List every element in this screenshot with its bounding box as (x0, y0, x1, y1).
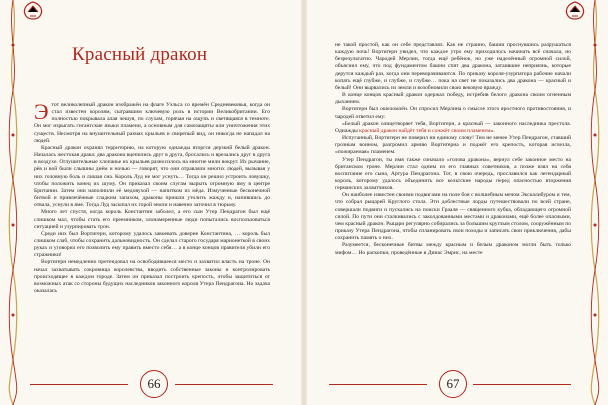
vine-border-decoration (588, 0, 602, 405)
dragon-emblem-icon (560, 0, 590, 26)
paragraph: Вортигерн был ошеломлён. Он спросил Мерлина о смысле этого яростного противостояния, и чародей ответил ему: (335, 106, 571, 120)
paragraph: Много лет спустя, когда король Константин заболел, а его сын Утер Пендрагон был ещё слишком мал, чтобы стать его преемником, злонамеренные люди попытались воспользоваться ситуацией и узурпировать трон. (34, 209, 270, 230)
chapter-title: Красный дракон (72, 44, 208, 65)
paragraph: Этот великолепный дракон изображён на флаге Уэльса со времён Средневековья, когда он стал известен королям, сыгравшим ключевую роль в истории Великобритании. Его полностью покрывала алая чешуя, по слухам, горячая на ощупь и светящаяся в темноте. Он мог изрыгать гигантские языки пламени, а основным для самозащиты или уничтожения этих существ. Несмотря на внушительный размах крыльев и свирепый вид, он никогда не нападал на людей. (34, 99, 270, 144)
footer-rule-right (175, 384, 273, 385)
right-page (307, 0, 608, 405)
paragraph: «Белый дракон олицетворяет тебя, Вортигерн, а красный — законного наследника престола. Однажды красный дракон найдёт тебя и сожжёт своим пламенем». (335, 120, 571, 134)
footer-rule-left (30, 384, 128, 385)
paragraph: Вортигерн немедленно претендовал на освободившееся место и захватил власть на троне. Он начал захватывать сокровища королевства, вводить собственные законы и контролировать происходящее в каждом городе. Затем он приказал построить крепость, чтобы защититься от возможных атак со стороны будущих наследников законного короля Утера Пендрагона. Но задача оказалась (34, 259, 270, 295)
page-number: 67 (439, 370, 467, 398)
left-vine-border (6, 0, 20, 405)
paragraph: Среди них был Вортигерн, которому удалось завоевать доверие Константина, … король был слишком слаб, чтобы сохранить дальновидность. Он сделал старого государя марионеткой в своих руках и уговорил его позволить ему править вместо себя… а в конце концов правителя убили его стражники! (34, 230, 270, 259)
highlighted-phrase: красный дракон найдёт тебя и сожжёт своим пламенем (359, 127, 491, 134)
paragraph: Испуганный, Вортигерн не поверил ни единому слову! Тем не менее Утер Пендрагон, ставший грозным воином, разгромил армию Вортигерна и поджёг его крепость, которая исчезла, «пожираемая» пламенем. (335, 135, 571, 156)
paragraph: Он наиболее известен своими подвигами на поле боя с волшебным мечом Экскалибуром и тем, что собрал рыцарей Круглого стола. Эти доблестные лорды путешествовали по всей стране, совершали подвиги и пускались на поиски Грааля — священного кубка, обладающего огромной силой. По пути они сталкивались с заколдованными местами и драконами, ещё более опасными, чем красный дракон. Рыцари регулярно собирались за большим круглым столом, сооружённым по приказу Утера Пендрагона, чтобы спланировать свои походы и записать свои приключения, дабы сохранить память о них. (335, 192, 571, 242)
paragraph: Утер Пендрагон, ты имя также означало «голова дракона», вернул себе законное место на британском троне. Мерлин стал одним из его главных советников, а позже взял на себя воспитание его сына, Артура Пендрагона. Тот, в свою очередь, прославился как легендарный король, которому удалось объединить все кельтские народы перед опасностью вторжения германских захватчиков. (335, 156, 571, 192)
paragraph: не такой простой, как он себе представлял. Как не странно, башни проснувшись разрушаться каждую ночь! Вортигерн увидел, что каждое утро ему приходилось начинать всё сначала, но безрезультатно. Чародей Мерлин, тогда ещё ребёнок, но уже наделённый огромной силой, объяснил ему, что под фундаментом башни спят два дракона, затаившие неприязнь, которые дерутся каждый раз, когда они переворачиваются. По приказу короля-узурпатора рабочие начали копать ещё глубже, и глубже, и глубже… пока на свет не показались два дракона — красный и белый! Они вырвались из земли и возобновили свою вековую вражду. (335, 42, 571, 91)
left-body-text (34, 99, 270, 295)
paragraph: В конце концов красный дракон одержал победу, истребив белого дракона своим огненным дыханием. (335, 92, 571, 106)
paragraph: Красный дракон охранял территорию, на которую однажды вторгся дерзкий белый дракон. Началась жестокая драка: два дракона вцепились друг в друга, бросались и врезались друг в друга в воздухе. Оглушительные хлопанье их крыльев разносилось на многие мили вокруг. Их рычание, рёв и вой были слышны днём и ночью — говорят, что они отравляли многих людей, вызывая у них головную боль и лишая сна. Король Луд не мог уснуть… Тогда он решил устроить ловушку, чтобы положить конец их шуму. Он приказал своим слугам вырыть огромную яму в центре Британии. Затем они наполнили её медовухой — напитком из мёда. Измученные бесконечной битвой и привлечённые сладким запахом, драконы пришли утолить жажду и, напившись до отвала, уснули в яме. Тогда Луд засыпал их горой земли и навечно заточил в тюрьму. (34, 144, 270, 209)
vine-border-decoration (6, 0, 20, 405)
right-body-text (335, 42, 571, 257)
footer-rule-left (329, 384, 427, 385)
drop-cap: Э (34, 99, 49, 124)
footer-rule-right (473, 384, 571, 385)
page-number: 66 (140, 370, 168, 398)
dragon-emblem-icon (18, 0, 48, 26)
left-page (0, 0, 301, 405)
paragraph: Разумеется, бесконечные битвы между красным и белым драконом могли быть только мифом… Но раскопки, проведённые в Динас Эмрис, на месте (335, 242, 571, 256)
right-vine-border (588, 0, 602, 405)
